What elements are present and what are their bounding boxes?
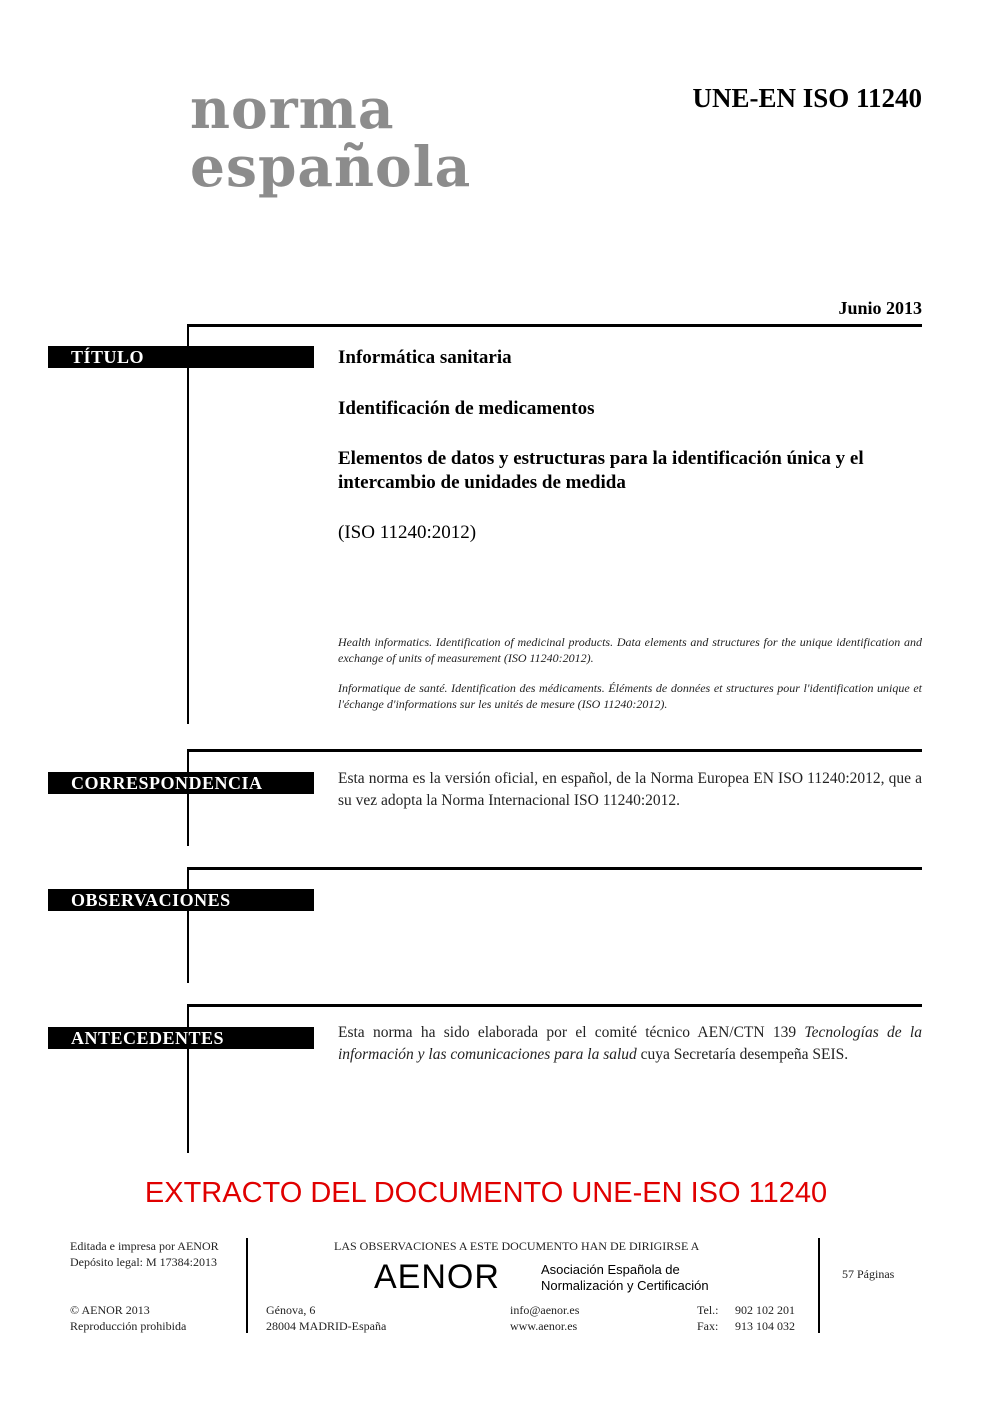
antecedentes-text-end: cuya Secretaría desempeña SEIS. (636, 1046, 849, 1063)
title-french: Informatique de santé. Identification des médicaments. Éléments de données et structures pour l'identification unique et l'échange d'informations sur les unités de mesure (ISO 11240:2012). (338, 681, 922, 711)
antecedentes-label: ANTECEDENTES (48, 1027, 314, 1049)
title-ref: (ISO 11240:2012) (338, 522, 477, 543)
title-line-1: Informática sanitaria (338, 347, 512, 368)
footer-address-2: 28004 MADRID-España (266, 1319, 387, 1333)
publication-date: Junio 2013 (838, 298, 922, 318)
extract-notice: EXTRACTO DEL DOCUMENTO UNE-EN ISO 11240 (144, 1177, 828, 1209)
titulo-vertical-rule (187, 324, 189, 724)
title-line-2: Identificación de medicamentos (338, 398, 595, 419)
correspondencia-vertical-rule (187, 749, 189, 846)
footer-web[interactable]: www.aenor.es (510, 1319, 578, 1333)
correspondencia-top-rule (188, 749, 922, 752)
brand-line-2: española (190, 134, 472, 199)
standard-code: UNE-EN ISO 11240 (692, 83, 922, 113)
observaciones-label: OBSERVACIONES (48, 889, 314, 911)
correspondencia-text: Esta norma es la versión oficial, en español, de la Norma Europea EN ISO 11240:2012, que a su vez adopta la Norma Internacional ISO 11240:2012. (338, 770, 922, 809)
footer-copyright: © AENOR 2013 (70, 1303, 150, 1317)
footer-fax: 913 104 032 (735, 1319, 795, 1333)
brand-line-1: norma (190, 76, 395, 141)
antecedentes-top-rule (188, 1004, 922, 1007)
footer-email[interactable]: info@aenor.es (510, 1303, 580, 1317)
footer-observations-notice: LAS OBSERVACIONES A ESTE DOCUMENTO HAN DE DIRIGIRSE A (334, 1239, 700, 1253)
title-line-3: Elementos de datos y estructuras para la identificación única y el intercambio de unidades de medida (338, 448, 864, 493)
observaciones-vertical-rule (187, 867, 189, 983)
footer-fax-label: Fax: (697, 1319, 719, 1333)
titulo-label: TÍTULO (48, 346, 314, 368)
footer-address-1: Génova, 6 (266, 1303, 316, 1317)
antecedentes-committee-name: Tecnologías de la información y las comunicaciones para la salud (338, 1024, 922, 1063)
footer-tel-label: Tel.: (697, 1303, 719, 1317)
footer-divider-right (818, 1238, 820, 1333)
aenor-logo: AENOR (374, 1258, 500, 1296)
titulo-top-rule (188, 324, 922, 327)
footer-tel: 902 102 201 (735, 1303, 795, 1317)
observaciones-top-rule (188, 867, 922, 870)
aenor-org-line-1: Asociación Española de (541, 1262, 680, 1277)
footer-reproduction: Reproducción prohibida (70, 1319, 187, 1333)
brand-title (190, 76, 510, 199)
antecedentes-text-start: Esta norma ha sido elaborada por el comité técnico AEN/CTN 139 (338, 1024, 805, 1041)
footer-page-count: 57 Páginas (842, 1267, 895, 1281)
title-english: Health informatics. Identification of medicinal products. Data elements and structures for the unique identification and exchange of units of measurement (ISO 11240:2012). (338, 635, 922, 665)
aenor-org-name (541, 1262, 709, 1294)
correspondencia-label: CORRESPONDENCIA (48, 772, 314, 794)
footer-edited: Editada e impresa por AENOR (70, 1239, 219, 1253)
antecedentes-text (338, 1022, 922, 1066)
footer-deposit: Depósito legal: M 17384:2013 (70, 1255, 217, 1269)
footer-divider-left (246, 1238, 248, 1333)
aenor-org-line-2: Normalización y Certificación (541, 1278, 709, 1293)
